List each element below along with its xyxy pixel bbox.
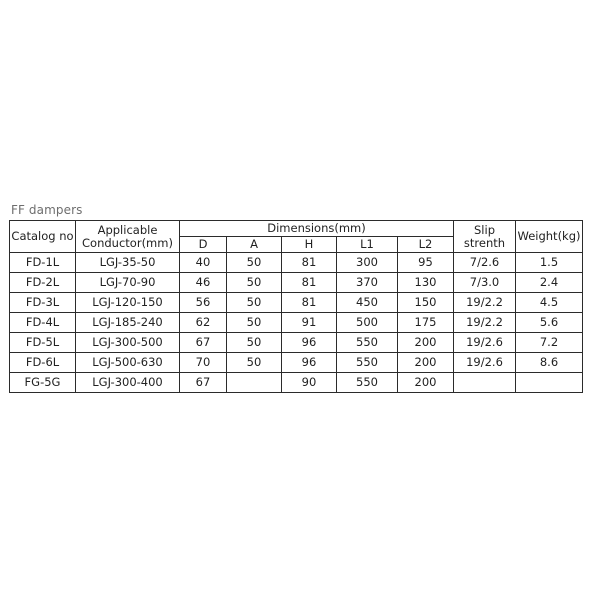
header-dim-l2: L2 xyxy=(398,237,454,253)
header-catalog: Catalog no xyxy=(10,221,76,253)
header-dim-a: A xyxy=(227,237,282,253)
cell-l2: 175 xyxy=(398,313,454,333)
table-row xyxy=(10,273,583,293)
cell-l1: 370 xyxy=(337,273,398,293)
cell-catalog: FD-5L xyxy=(10,333,76,353)
cell-conductor: LGJ-185-240 xyxy=(76,313,180,333)
cell-l2: 200 xyxy=(398,333,454,353)
table-row xyxy=(10,293,583,313)
cell-conductor: LGJ-500-630 xyxy=(76,353,180,373)
table-row xyxy=(10,353,583,373)
header-dimensions: Dimensions(mm) xyxy=(180,221,454,237)
table-row xyxy=(10,313,583,333)
table-row xyxy=(10,253,583,273)
cell-weight: 7.2 xyxy=(516,333,583,353)
header-conductor-line1: Applicable xyxy=(97,222,158,237)
cell-h: 81 xyxy=(282,293,337,313)
cell-d: 67 xyxy=(180,333,227,353)
cell-d: 56 xyxy=(180,293,227,313)
cell-l2: 200 xyxy=(398,353,454,373)
header-weight: Weight(kg) xyxy=(516,221,583,253)
cell-conductor: LGJ-35-50 xyxy=(76,253,180,273)
cell-d: 62 xyxy=(180,313,227,333)
cell-h: 81 xyxy=(282,253,337,273)
cell-a: 50 xyxy=(227,353,282,373)
header-slip-line2: strenth xyxy=(463,235,506,250)
cell-h: 96 xyxy=(282,333,337,353)
cell-d: 67 xyxy=(180,373,227,393)
cell-weight: 8.6 xyxy=(516,353,583,373)
cell-catalog: FD-3L xyxy=(10,293,76,313)
cell-catalog: FG-5G xyxy=(10,373,76,393)
header-conductor xyxy=(76,221,180,253)
cell-slip xyxy=(454,373,516,393)
cell-l1: 550 xyxy=(337,353,398,373)
header-slip xyxy=(454,221,516,253)
table-body xyxy=(10,253,583,393)
cell-weight: 5.6 xyxy=(516,313,583,333)
cell-a: 50 xyxy=(227,333,282,353)
cell-h: 81 xyxy=(282,273,337,293)
cell-catalog: FD-2L xyxy=(10,273,76,293)
cell-l1: 500 xyxy=(337,313,398,333)
cell-conductor: LGJ-300-500 xyxy=(76,333,180,353)
cell-slip: 7/3.0 xyxy=(454,273,516,293)
cell-catalog: FD-1L xyxy=(10,253,76,273)
header-slip-line1: Slip xyxy=(474,222,495,237)
cell-d: 40 xyxy=(180,253,227,273)
cell-d: 46 xyxy=(180,273,227,293)
cell-catalog: FD-6L xyxy=(10,353,76,373)
cell-l1: 450 xyxy=(337,293,398,313)
cell-h: 96 xyxy=(282,353,337,373)
header-row xyxy=(10,221,583,237)
cell-l2: 150 xyxy=(398,293,454,313)
cell-a: 50 xyxy=(227,253,282,273)
cell-weight: 4.5 xyxy=(516,293,583,313)
cell-l2: 95 xyxy=(398,253,454,273)
cell-a: 50 xyxy=(227,313,282,333)
header-dim-d: D xyxy=(180,237,227,253)
cell-slip: 19/2.2 xyxy=(454,293,516,313)
cell-h: 91 xyxy=(282,313,337,333)
table-row xyxy=(10,333,583,353)
cell-l2: 200 xyxy=(398,373,454,393)
cell-weight xyxy=(516,373,583,393)
cell-weight: 1.5 xyxy=(516,253,583,273)
cell-a: 50 xyxy=(227,293,282,313)
cell-l1: 550 xyxy=(337,373,398,393)
cell-slip: 7/2.6 xyxy=(454,253,516,273)
cell-l2: 130 xyxy=(398,273,454,293)
header-dim-l1: L1 xyxy=(337,237,398,253)
cell-l1: 550 xyxy=(337,333,398,353)
cell-weight: 2.4 xyxy=(516,273,583,293)
spec-table xyxy=(9,220,583,393)
table-row xyxy=(10,373,583,393)
cell-conductor: LGJ-70-90 xyxy=(76,273,180,293)
cell-conductor: LGJ-300-400 xyxy=(76,373,180,393)
cell-slip: 19/2.2 xyxy=(454,313,516,333)
header-conductor-line2: Conductor(mm) xyxy=(82,235,173,250)
cell-l1: 300 xyxy=(337,253,398,273)
header-dim-h: H xyxy=(282,237,337,253)
cell-d: 70 xyxy=(180,353,227,373)
cell-a xyxy=(227,373,282,393)
cell-slip: 19/2.6 xyxy=(454,353,516,373)
cell-h: 90 xyxy=(282,373,337,393)
table-caption: FF dampers xyxy=(11,203,83,217)
cell-a: 50 xyxy=(227,273,282,293)
cell-catalog: FD-4L xyxy=(10,313,76,333)
cell-slip: 19/2.6 xyxy=(454,333,516,353)
cell-conductor: LGJ-120-150 xyxy=(76,293,180,313)
